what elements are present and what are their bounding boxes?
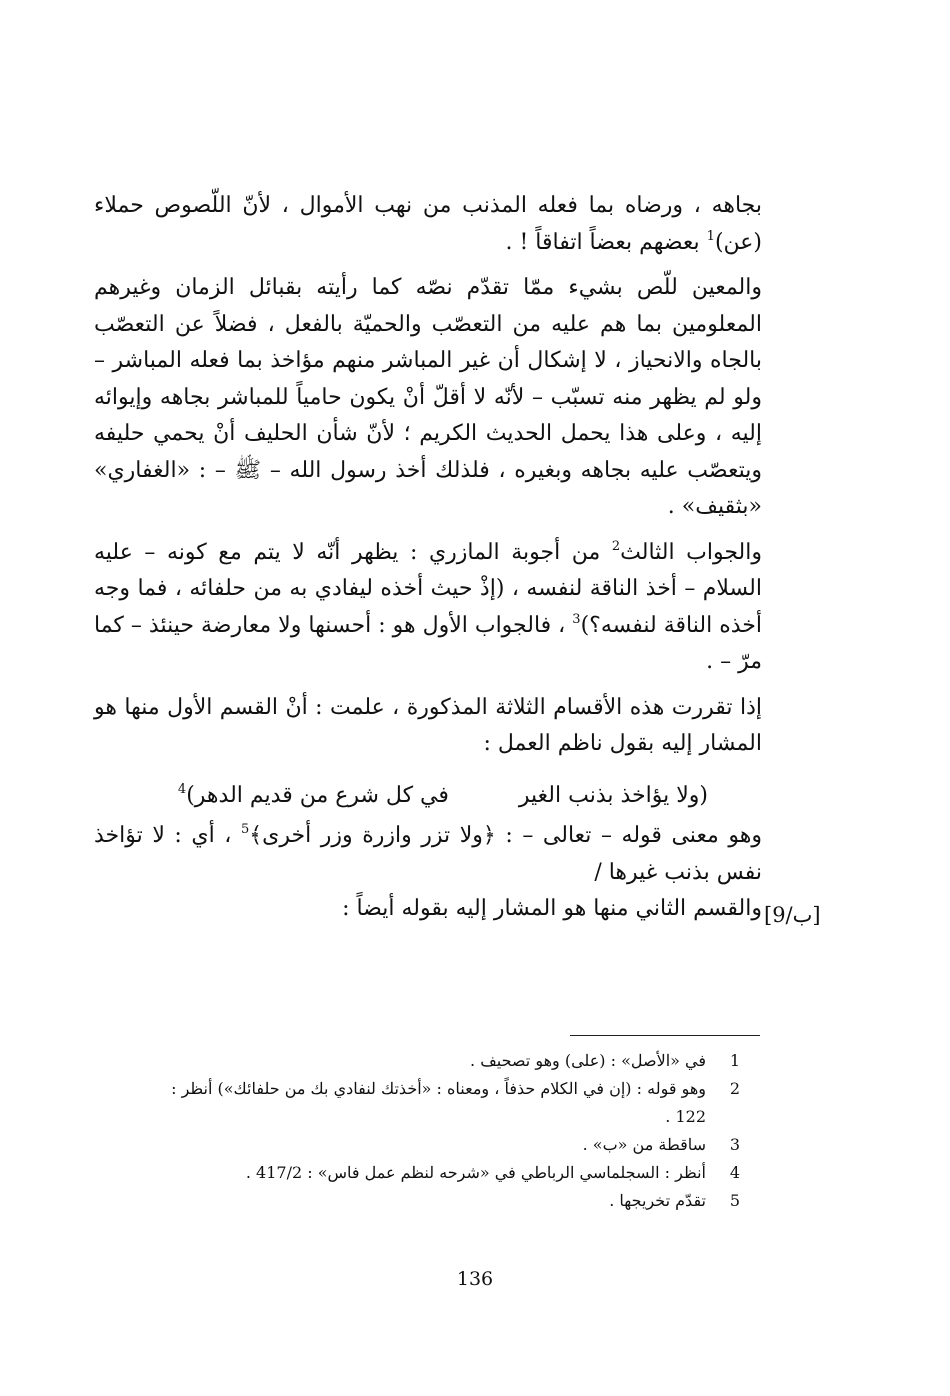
footnote-2: [108, 1075, 740, 1103]
manuscript-folio-marker: [9/ب]: [764, 903, 821, 927]
paragraph-1-line-2: بعضهم بعضاً اتفاقاً ! .: [505, 229, 700, 255]
footnote-text: تقدّم تخريجها .: [609, 1191, 706, 1210]
footnote-5: [108, 1187, 740, 1215]
footnote-text: وهو قوله : (إن في الكلام حذفاً ، ومعناه : «أخذتك لنفادي بك من حلفائك») أنظر :: [171, 1079, 706, 1098]
paragraph-2: والمعين للّص بشيء ممّا تقدّم نصّه كما رأيته بقبائل الزمان وغيرهم المعلومين بما هم عليه من التعصّب والحميّة بالفعل ، فضلاً عن التعصّب بالجاه والانحياز ، لا إشكال أن غير المباشر منهم مؤاخذ بما فعله المباشر – ولو لم يظهر منه تسبّب – لأنّه لا أقلّ أنْ يكون حامياً للمباشر بجاهه وإيوائه إليه ، وعلى هذا يحمل الحديث الكريم ؛ لأنّ شأن الحليف أنْ يحمي حليفه ويتعصّب عليه بجاهه وبغيره ، فلذلك أخذ رسول الله – ﷺ – : «الغفاري» «بثقيف» .: [94, 275, 762, 519]
paragraph-4: إذا تقررت هذه الأقسام الثلاثة المذكورة ، علمت : أنْ القسم الأول منها هو المشار إليه بقول ناظم العمل :: [94, 694, 762, 756]
footnote-ref-3: 3: [572, 611, 581, 627]
footnote-1: [108, 1047, 740, 1075]
footnote-3: [108, 1131, 740, 1159]
paragraph-1-line-1: بجاهه ، ورضاه بما فعله المذنب من نهب الأموال ، لأنّ اللّصوص حملاء (عن): [94, 193, 762, 255]
footnote-number: 1: [729, 1051, 740, 1070]
footnote-text: ساقطة من «ب» .: [582, 1135, 706, 1154]
paragraph-3: والجواب الثالث$^2$ من أجوبة المازري : يظهر أنّه لا يتم مع كونه – عليه السلام – أخذ الناقة لنفسه ، (إذْ حيث أخذه ليفادي به من حلفائه ، فما وجه أخذه الناقة لنفسه؟)$^3$ ، فالجواب الأول هو : أحسنها ولا معارضة حينئذ – كما مرّ – .: [94, 538, 762, 674]
footnote-number: 2: [729, 1079, 740, 1098]
footnotes: [108, 1047, 740, 1215]
verse-second-hemistich: في كل شرع من قديم الدهر)$^4$: [177, 781, 449, 808]
footnote-number: 4: [729, 1163, 740, 1182]
footnote-text: في «الأصل» : (على) وهو تصحيف .: [470, 1051, 706, 1070]
verse-line: [94, 778, 762, 815]
footnote-text: أنظر : السجلماسي الرباطي في «شرحه لنظم عمل فاس» : 417/2 .: [245, 1163, 706, 1182]
footnote-number: 5: [729, 1191, 740, 1210]
footnote-ref-2: 2: [611, 538, 621, 554]
paragraph-5: وهو معنى قوله – تعالى – : ﴿ولا تزر وازرة وزر أخرى﴾$^5$ ، أي : لا تؤاخذ نفس بذنب غيرها /: [94, 822, 762, 885]
footnote-ref-4: 4: [177, 781, 187, 797]
page-number: 136: [456, 1268, 494, 1290]
paragraph-1: [94, 188, 762, 261]
footnote-ref-1: 1: [706, 228, 715, 244]
paragraph-6: والقسم الثاني منها هو المشار إليه بقوله أيضاً :: [342, 896, 762, 921]
footnote-number: 3: [729, 1135, 740, 1154]
main-text: [94, 188, 762, 928]
footnote-4: [108, 1159, 740, 1187]
footnote-ref-5: 5: [240, 822, 250, 837]
footnote-2-continuation: 122 .: [665, 1107, 706, 1126]
footnote-divider: [570, 1035, 760, 1036]
verse-first-hemistich: (ولا يؤاخذ بذنب الغير: [518, 782, 708, 808]
